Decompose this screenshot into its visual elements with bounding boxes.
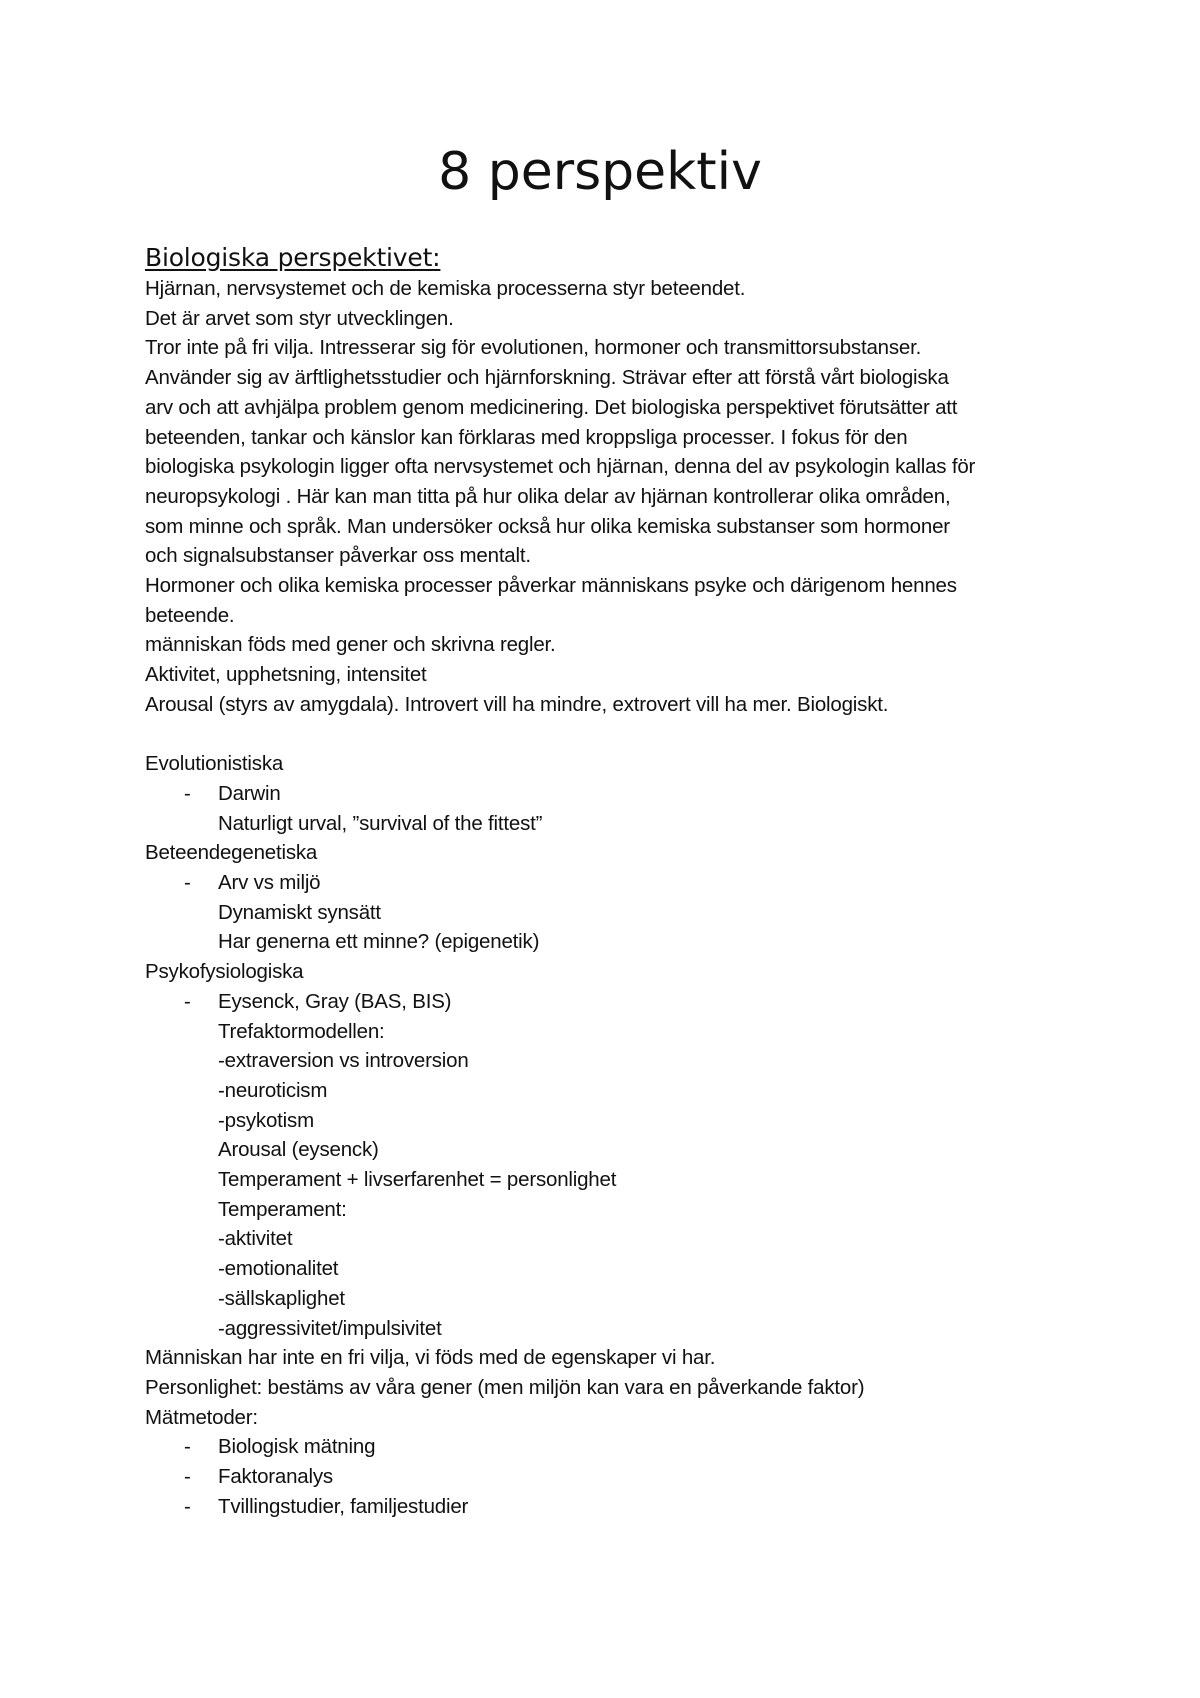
paragraph-line: och signalsubstanser påverkar oss mentalt. xyxy=(145,544,531,568)
paragraph-line: människan föds med gener och skrivna regler. xyxy=(145,633,556,657)
paragraph-line: beteende. xyxy=(145,603,235,627)
list-dash: - xyxy=(184,871,191,895)
page-title: 8 perspektiv xyxy=(438,142,762,202)
paragraph-line: Hjärnan, nervsystemet och de kemiska processerna styr beteendet. xyxy=(145,277,746,300)
document-body xyxy=(145,240,1085,1522)
list-item xyxy=(145,868,1085,898)
paragraph-line: biologiska psykologin ligger ofta nervsystemet och hjärnan, denna del av psykologin kallas för xyxy=(145,455,976,479)
list-dash: - xyxy=(184,1435,191,1459)
subsection-heading-matmetoder: Mätmetoder: xyxy=(145,1405,258,1429)
list-item-text: Arv vs miljö xyxy=(218,871,321,895)
indented-line: Har generna ett minne? (epigenetik) xyxy=(218,930,540,954)
paragraph-line: Arousal (styrs av amygdala). Introvert vill ha mindre, extrovert vill ha mer. Biologiskt. xyxy=(145,692,889,716)
list-item-text: Darwin xyxy=(218,781,281,805)
section-heading: Biologiska perspektivet: xyxy=(145,243,441,272)
list-item xyxy=(145,1462,1085,1492)
paragraph-line: Aktivitet, upphetsning, intensitet xyxy=(145,663,427,687)
indented-line: Temperament: xyxy=(218,1197,347,1221)
indented-line: -aggressivitet/impulsivitet xyxy=(218,1316,442,1340)
blank-line xyxy=(145,720,1085,750)
paragraph-line: Det är arvet som styr utvecklingen. xyxy=(145,306,454,330)
list-dash: - xyxy=(184,1494,191,1518)
list-item xyxy=(145,987,1085,1017)
indented-line: Trefaktormodellen: xyxy=(218,1019,385,1043)
list-item-text: Biologisk mätning xyxy=(218,1435,376,1459)
indented-line: -psykotism xyxy=(218,1108,314,1132)
indented-line: Naturligt urval, ”survival of the fittest” xyxy=(218,811,543,835)
list-dash: - xyxy=(184,1465,191,1489)
paragraph-line: arv och att avhjälpa problem genom medicinering. Det biologiska perspektivet förutsätter att xyxy=(145,395,958,419)
subsection-heading-beteendegenetiska: Beteendegenetiska xyxy=(145,841,318,865)
indented-line: -aktivitet xyxy=(218,1227,293,1251)
paragraph-line: Använder sig av ärftlighetsstudier och hjärnforskning. Strävar efter att förstå vårt biologiska xyxy=(145,366,949,390)
subsection-heading-psykofysiologiska: Psykofysiologiska xyxy=(145,960,304,984)
paragraph-line: som minne och språk. Man undersöker också hur olika kemiska substanser som hormoner xyxy=(145,514,950,538)
paragraph-line: beteenden, tankar och känslor kan förklaras med kroppsliga processer. I fokus för den xyxy=(145,425,908,449)
list-dash: - xyxy=(184,781,191,805)
list-item xyxy=(145,779,1085,809)
indented-line: -extraversion vs introversion xyxy=(218,1049,469,1073)
paragraph-line: Tror inte på fri vilja. Intresserar sig för evolutionen, hormoner och transmittorsubstanser. xyxy=(145,336,922,360)
list-item xyxy=(145,1432,1085,1462)
paragraph-line: Hormoner och olika kemiska processer påverkar människans psyke och därigenom hennes xyxy=(145,574,957,598)
indented-line: -emotionalitet xyxy=(218,1257,339,1281)
list-item-text: Tvillingstudier, familjestudier xyxy=(218,1494,469,1518)
list-item-text: Faktoranalys xyxy=(218,1465,333,1489)
indented-line: -sällskaplighet xyxy=(218,1286,345,1310)
paragraph-line: Personlighet: bestäms av våra gener (men miljön kan vara en påverkande faktor) xyxy=(145,1376,865,1399)
list-item-text: Eysenck, Gray (BAS, BIS) xyxy=(218,989,452,1013)
indented-line: Temperament + livserfarenhet = personlighet xyxy=(218,1168,617,1192)
paragraph-line: Människan har inte en fri vilja, vi föds med de egenskaper vi har. xyxy=(145,1346,716,1370)
indented-line: Dynamiskt synsätt xyxy=(218,900,381,924)
list-dash: - xyxy=(184,989,191,1013)
subsection-heading-evolutionistiska: Evolutionistiska xyxy=(145,752,284,776)
paragraph-line: neuropsykologi . Här kan man titta på hur olika delar av hjärnan kontrollerar olika områden, xyxy=(145,484,951,508)
indented-line: -neuroticism xyxy=(218,1078,328,1102)
indented-line: Arousal (eysenck) xyxy=(218,1138,379,1162)
list-item xyxy=(145,1492,1085,1522)
